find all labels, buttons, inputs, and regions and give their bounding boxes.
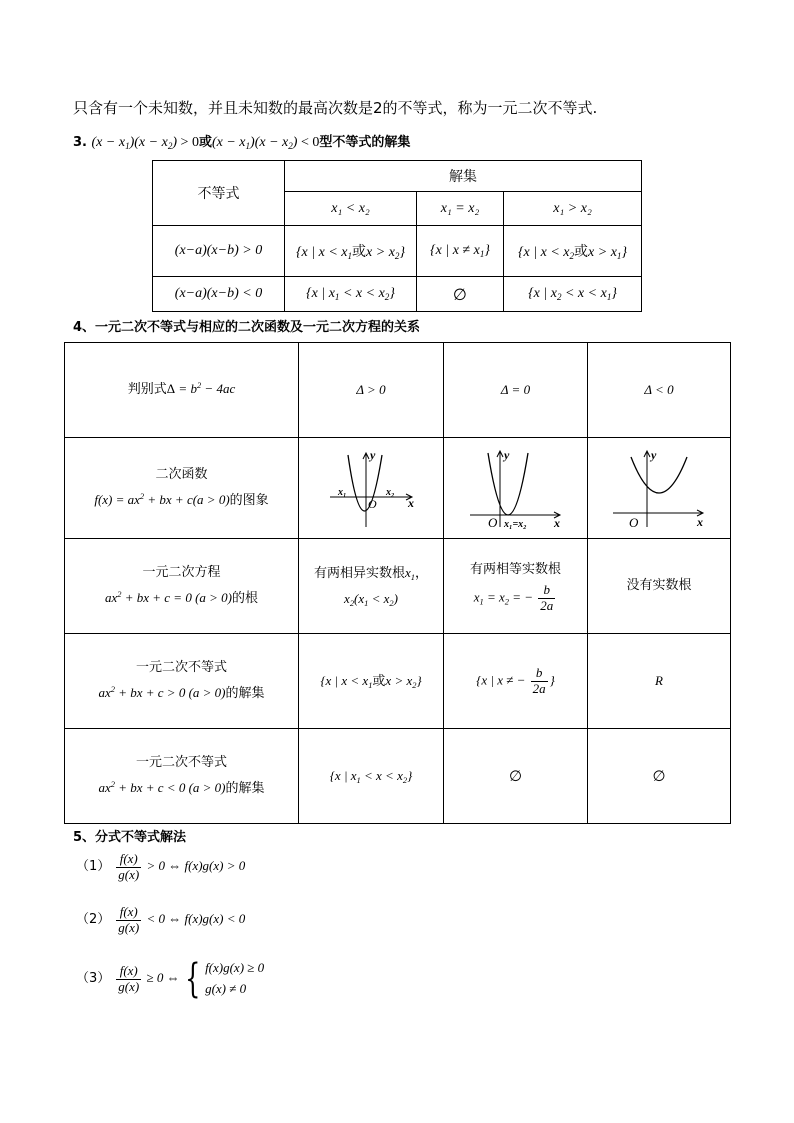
solution-lt-equal: ∅ <box>444 729 588 824</box>
section-4-heading: 4、一元二次不等式与相应的二次函数及一元二次方程的关系 <box>73 320 421 335</box>
section-3-heading <box>73 131 410 151</box>
parabola-no-root-graph <box>609 447 709 529</box>
svg-text:x: x <box>553 516 560 529</box>
roots-distinct: 有两相异实数根$x_1$， $x_2(x_1 < x_2)$ <box>299 539 444 634</box>
left-brace: { <box>184 955 200 1002</box>
header-solution-set: 解集 <box>285 161 642 192</box>
svg-text:x₁=x₂: x₁=x₂ <box>503 519 527 529</box>
parabola-one-root-graph <box>466 447 566 529</box>
svg-text:x: x <box>408 496 414 510</box>
section-3-tail: 型不等式的解集 <box>319 135 411 150</box>
svg-text:O: O <box>487 515 497 529</box>
fraction-rule-2: （2） $\frac{f(x)}{g(x)}$ < 0 ⇔ f(x)g(x) < 0 <box>76 904 246 935</box>
case-x1-gt-x2: x₁ > x₂ <box>504 192 642 226</box>
solution-gt-equal: {x | x ≠ − $\frac{b}{2a}$ } <box>444 634 588 729</box>
fraction-rule-1: （1） $\frac{f(x)}{g(x)}$ > 0 ⇔ f(x)g(x) > 0 <box>76 851 246 882</box>
delta-positive: Δ > 0 <box>299 343 444 438</box>
cell-gt-case3: {x | $x < x_2$或$x > x_1$} <box>504 226 642 277</box>
header-inequality: 不等式 <box>153 161 285 226</box>
delta-negative: Δ < 0 <box>588 343 731 438</box>
cell-lt-case3: {x | $x_2 < x < x_1$} <box>504 277 642 312</box>
svg-text:y: y <box>370 448 376 462</box>
inequality-lt-label: 一元二次不等式 $ax^2$ + bx + c < 0 (a > 0)的解集 <box>65 729 299 824</box>
graph-one-root-cell <box>444 438 588 539</box>
section-5-heading: 5、分式不等式解法 <box>73 830 187 845</box>
roots-equal: 有两相等实数根 $x_1 = x_2$ = − $\frac{b}{2a}$ <box>444 539 588 634</box>
equation-label: 一元二次方程 $ax^2$ + bx + c = 0 (a > 0)的根 <box>65 539 299 634</box>
inequality-gt-label: 一元二次不等式 $ax^2$ + bx + c > 0 (a > 0)的解集 <box>65 634 299 729</box>
section-number: 3. <box>73 135 87 150</box>
solution-gt-none: R <box>588 634 731 729</box>
intro-text: 只含有一个未知数，并且未知数的最高次数是2的不等式，称为一元二次不等式. <box>73 99 598 117</box>
solution-lt-none: ∅ <box>588 729 731 824</box>
parabola-two-roots-graph <box>326 447 416 529</box>
cell-lt-case2-empty: ∅ <box>417 277 504 312</box>
discriminant-label: 判别式$\Delta = b^2 - 4ac$ <box>65 343 299 438</box>
row-lt-label: (x−a)(x−b) < 0 <box>153 277 285 312</box>
formula-product-gt: $(x - x_1)(x - x_2) > 0$ <box>91 135 199 152</box>
row-gt-label: (x−a)(x−b) > 0 <box>153 226 285 277</box>
fraction-rule-3: （3） $\frac{f(x)}{g(x)}$ ≥ 0 ⇔ { f(x)g(x) ≥ 0 g(x) ≠ 0 <box>76 955 265 1002</box>
solution-set-table <box>152 160 642 312</box>
solution-gt-distinct: {x | $x < x_1$或$x > x_2$} <box>299 634 444 729</box>
or-word: 或 <box>198 135 212 150</box>
cell-lt-case1: {x | $x_1 < x < x_2$} <box>285 277 417 312</box>
case-x1-lt-x2: x₁ < x₂ <box>285 192 417 226</box>
svg-text:O: O <box>368 497 377 511</box>
svg-text:x₂: x₂ <box>386 487 395 498</box>
function-label: 二次函数 $f(x) = ax^2$ + bx + c(a > 0)的图象 <box>65 438 299 539</box>
graph-no-root-cell <box>588 438 731 539</box>
relationship-table <box>64 342 731 824</box>
case-x1-eq-x2: x₁ = x₂ <box>417 192 504 226</box>
formula-product-lt: $(x - x_1)(x - x_2) < 0$ <box>211 135 320 152</box>
solution-lt-distinct: {x | $x_1 < x < x_2$} <box>299 729 444 824</box>
svg-text:y: y <box>651 448 657 462</box>
graph-two-roots-cell <box>299 438 444 539</box>
cell-gt-case1: {x | $x < x_1$或$x > x_2$} <box>285 226 417 277</box>
svg-text:y: y <box>503 448 509 462</box>
roots-none: 没有实数根 <box>588 539 731 634</box>
svg-text:O: O <box>629 515 639 529</box>
svg-text:x: x <box>697 515 703 529</box>
svg-text:x₁: x₁ <box>338 487 347 498</box>
cell-gt-case2: {x | $x \ne x_1$} <box>417 226 504 277</box>
delta-zero: Δ = 0 <box>444 343 588 438</box>
